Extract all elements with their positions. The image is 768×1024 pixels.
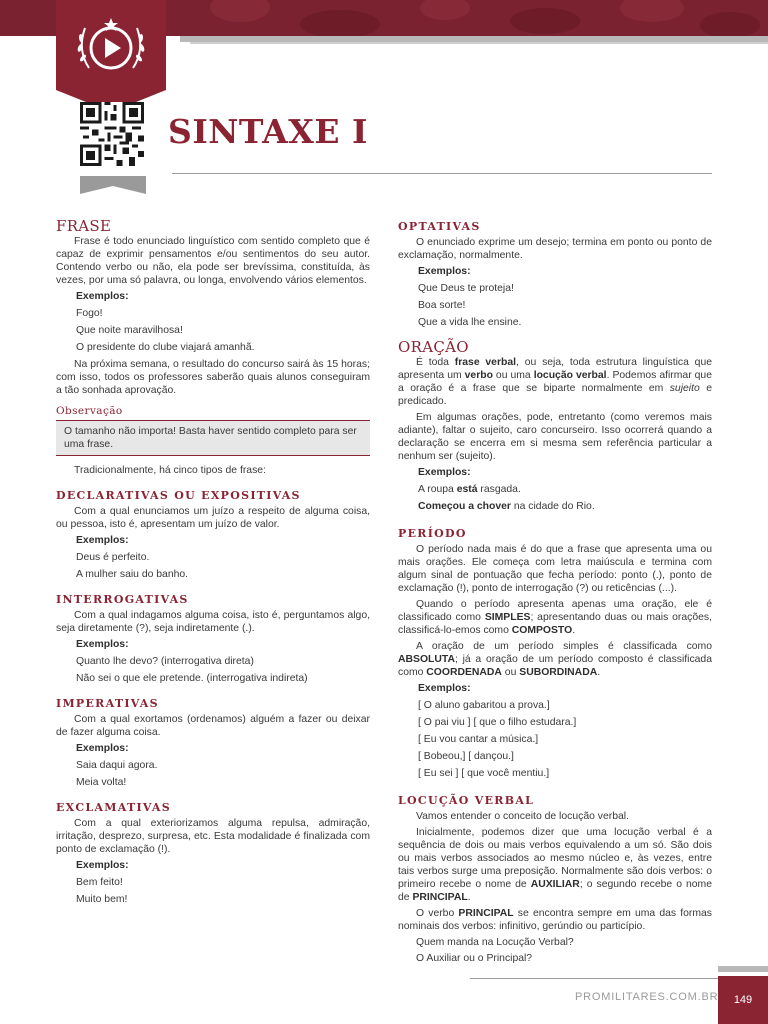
interrogativas-examples-label: Exemplos:: [76, 639, 129, 650]
page-title: SINTAXE I: [168, 112, 368, 151]
frase-examples-label: Exemplos:: [76, 291, 129, 302]
periodo-example: [ Eu sei ] [ que você mentiu.]: [418, 768, 550, 779]
interrogativas-example: Não sei o que ele pretende. (interrogativa indireta): [76, 673, 308, 684]
oracao-example: Começou a chover na cidade do Rio.: [418, 501, 595, 512]
declarativas-example: Deus é perfeito.: [76, 552, 150, 563]
oracao-examples-label: Exemplos:: [418, 467, 471, 478]
locucao-question-2: O Auxiliar ou o Principal?: [416, 953, 533, 964]
periodo-examples-label: Exemplos:: [418, 683, 471, 694]
optativas-examples-label: Exemplos:: [418, 266, 471, 277]
frase-example: Fogo!: [76, 308, 103, 319]
heading-interrogativas: INTERROGATIVAS: [56, 593, 189, 606]
declarativas-example: A mulher saiu do banho.: [76, 569, 189, 580]
right-column: [398, 218, 712, 968]
exclamativas-text: Com a qual exteriorizamos alguma repulsa, admiração, irritação, desprezo, surpresa, etc. Esta modalidade é finalizada com ponto de exclamação (!).: [56, 818, 370, 855]
periodo-example: [ Bobeou,] [ dançou.]: [418, 751, 514, 762]
optativas-example: Que Deus te proteja!: [418, 283, 514, 294]
imperativas-example: Saia daqui agora.: [76, 760, 158, 771]
footer-rule: [470, 978, 718, 979]
exclamativas-example: Muito bem!: [76, 894, 128, 905]
exclamativas-examples-label: Exemplos:: [76, 860, 129, 871]
heading-exclamativas: EXCLAMATIVAS: [56, 801, 171, 814]
interrogativas-example: Quanto lhe devo? (interrogativa direta): [76, 656, 254, 667]
periodo-example: [ O pai viu ] [ que o filho estudara.]: [418, 717, 577, 728]
exclamativas-example: Bem feito!: [76, 877, 123, 888]
optativas-example: Boa sorte!: [418, 300, 466, 311]
left-column: [56, 218, 370, 910]
heading-optativas: OPTATIVAS: [398, 220, 481, 233]
periodo-example: [ Eu vou cantar a música.]: [418, 734, 539, 745]
declarativas-examples-label: Exemplos:: [76, 535, 129, 546]
play-laurel-icon: [71, 10, 151, 84]
tipos-intro: Tradicionalmente, há cinco tipos de frase:: [74, 465, 266, 476]
optativas-text: O enunciado exprime um desejo; termina em ponto ou ponto de exclamação, normalmente.: [398, 237, 712, 261]
title-rule: [172, 173, 712, 174]
observacao-box: O tamanho não importa! Basta haver sentido completo para ser uma frase.: [56, 420, 370, 456]
imperativas-examples-label: Exemplos:: [76, 743, 129, 754]
qr-ribbon: [80, 176, 146, 194]
frase-paragraph-2: Na próxima semana, o resultado do concurso sairá às 15 horas; com isso, todos os professores saberão quais alunos conseguiram a tão sonhada aprovação.: [56, 359, 370, 396]
footer-gray-bar: [718, 966, 768, 972]
interrogativas-text: Com a qual indagamos alguma coisa, isto é, perguntamos algo, seja diretamente (?), seja indiretamente (.).: [56, 610, 370, 634]
periodo-paragraph-1: O período nada mais é do que a frase que apresenta uma ou mais orações. Ele começa com letra maiúscula e termina com algum sinal de pontuação que fecha período: ponto (.), ponto de exclamação (!), ponto de interrogação (?) ou reticências (...).: [398, 544, 712, 594]
heading-frase: FRASE: [56, 217, 112, 235]
frase-example: Que noite maravilhosa!: [76, 325, 183, 336]
heading-declarativas: DECLARATIVAS OU EXPOSITIVAS: [56, 489, 301, 502]
declarativas-text: Com a qual enunciamos um juízo a respeito de alguma coisa, ou pessoa, isto é, apresentam um juízo de valor.: [56, 506, 370, 530]
oracao-example: A roupa está rasgada.: [418, 484, 521, 495]
heading-periodo: PERÍODO: [398, 527, 467, 540]
page-number: 149: [718, 976, 768, 1024]
optativas-example: Que a vida lhe ensine.: [418, 317, 522, 328]
heading-locucao-verbal: LOCUÇÃO VERBAL: [398, 794, 535, 807]
locucao-paragraph-1: Vamos entender o conceito de locução verbal.: [416, 811, 629, 822]
locucao-question-1: Quem manda na Locução Verbal?: [416, 937, 574, 948]
heading-oracao: ORAÇÃO: [398, 338, 469, 356]
footer-site: PROMILITARES.COM.BR: [575, 991, 719, 1003]
locucao-paragraph-2: Inicialmente, podemos dizer que uma locução verbal é a sequência de dois ou mais verbos equivalendo a um só. São dois ou mais verbos associados ao mesmo núcleo e, às vezes, entre tais verbos surge uma preposição. Normalmente são dois verbos: o primeiro recebe o nome de AUXILIAR; o segundo recebe o nome de PRINCIPAL.: [398, 827, 712, 903]
oracao-paragraph-1: É toda frase verbal, ou seja, toda estrutura linguística que apresenta um verbo ou uma locução verbal. Podemos afirmar que a oração é a frase que se biparte normalmente em sujeito e predicado.: [398, 357, 713, 407]
frase-example: O presidente do clube viajará amanhã.: [76, 342, 255, 353]
periodo-example: [ O aluno gabaritou a prova.]: [418, 700, 550, 711]
observacao-title: Observação: [56, 405, 123, 417]
periodo-paragraph-3: A oração de um período simples é classificada como ABSOLUTA; já a oração de um período composto é classificada como COORDENADA ou SUBORDINADA.: [398, 641, 712, 678]
periodo-paragraph-2: Quando o período apresenta apenas uma oração, ele é classificado como SIMPLES; apresentando duas ou mais orações, classificá-lo-emos como COMPOSTO.: [398, 599, 712, 636]
locucao-paragraph-3: O verbo PRINCIPAL se encontra sempre em uma das formas nominais dos verbos: infinitivo, gerúndio ou particípio.: [398, 908, 712, 932]
header-gray-line-thin: [190, 42, 768, 44]
qr-code-icon: [80, 102, 144, 166]
imperativas-example: Meia volta!: [76, 777, 127, 788]
oracao-paragraph-2: Em algumas orações, pode, entretanto (como veremos mais adiante), faltar o sujeito, caro concurseiro. Isso ocorrerá quando a declaração se encerra em si mesma sem referência particular a nenhum ser (sujeito).: [398, 412, 712, 462]
frase-paragraph-1: Frase é todo enunciado linguístico com sentido completo que é capaz de exprimir pensamentos e/ou sentimentos do seu autor. Contendo verbo ou não, ela pode ser brevíssima, constituída, às vezes, por uma só palavra, ou longa, envolvendo vários elementos.: [56, 236, 370, 286]
heading-imperativas: IMPERATIVAS: [56, 697, 159, 710]
imperativas-text: Com a qual exortamos (ordenamos) alguém a fazer ou deixar de fazer alguma coisa.: [56, 714, 370, 738]
